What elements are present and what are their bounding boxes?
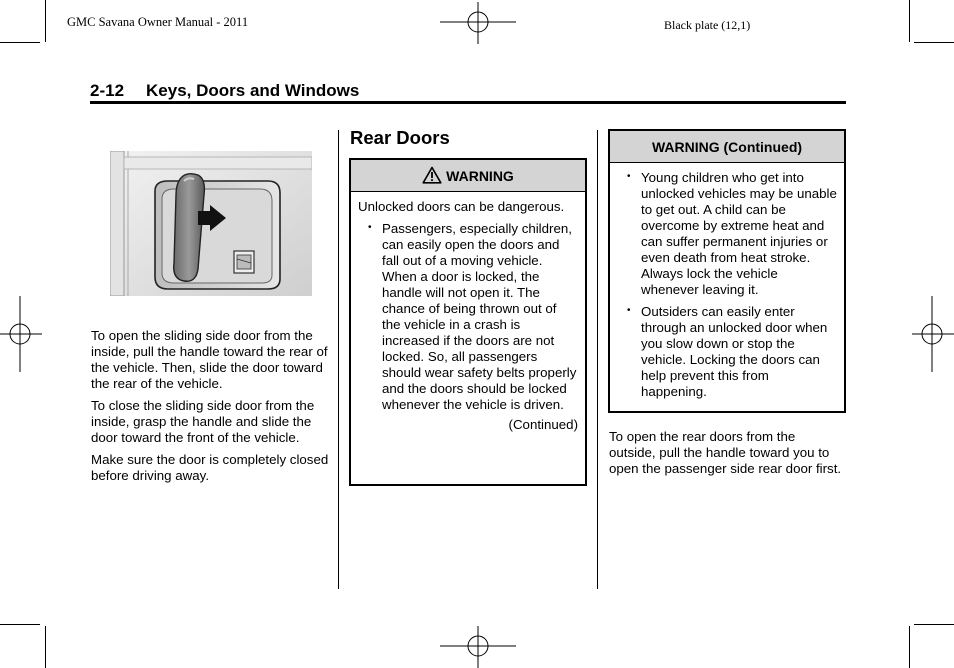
paragraph: To open the rear doors from the outside, pull the handle toward you to open the passenger side rear door first.	[609, 429, 842, 476]
paragraph: To close the sliding side door from the inside, grasp the handle and slide the door toward the front of the vehicle.	[91, 398, 315, 445]
warning-bullet	[617, 170, 837, 298]
continued-label: (Continued)	[508, 417, 578, 432]
registration-mark-left	[0, 296, 42, 372]
bullet-icon: •	[368, 222, 372, 233]
section-rule	[90, 101, 846, 104]
warning-continued-header: WARNING (Continued)	[610, 131, 844, 163]
warning-triangle-icon	[422, 166, 442, 184]
warning-header	[351, 160, 585, 192]
rear-doors-heading: Rear Doors	[350, 127, 450, 148]
bullet-text: Passengers, especially children, can easily open the doors and fall out of a moving vehicle. When a door is locked, the handle will not open it. The chance of being thrown out of the vehicle in a crash is increased if the doors are not locked. So, all passengers should wear safety belts properly and the doors should be locked whenever the vehicle is driven.	[382, 221, 577, 412]
bullet-text: Young children who get into unlocked vehicles may be unable to get out. A child can be overcome by extreme heat and can suffer permanent injuries or even death from heat stroke. Always lock the vehicle whenever leaving it.	[641, 170, 837, 297]
warning-body	[351, 192, 585, 433]
manual-title: GMC Savana Owner Manual - 2011	[67, 15, 249, 29]
column-divider	[597, 130, 598, 589]
column-divider	[338, 130, 339, 589]
section-header	[90, 81, 359, 101]
registration-mark-bottom	[440, 624, 516, 668]
sliding-door-handle-illustration	[110, 151, 312, 296]
bullet-icon: •	[627, 305, 631, 316]
right-column-text	[609, 429, 845, 483]
warning-continued-body	[610, 163, 844, 400]
warning-title: WARNING	[446, 168, 514, 184]
warning-bullet	[617, 304, 837, 400]
warning-bullet	[358, 221, 578, 413]
bullet-icon: •	[627, 171, 631, 182]
paragraph: Make sure the door is completely closed before driving away.	[91, 452, 329, 483]
warning-intro: Unlocked doors can be dangerous.	[358, 199, 565, 214]
section-title: Keys, Doors and Windows	[146, 81, 360, 100]
paragraph: To open the sliding side door from the inside, pull the handle toward the rear of the vehicle. Then, slide the door toward the rear of the vehicle.	[91, 328, 328, 391]
registration-mark-right	[912, 296, 954, 372]
plate-label: Black plate (12,1)	[664, 18, 751, 32]
bullet-text: Outsiders can easily enter through an unlocked door when you slow down or stop the vehicle. Locking the doors can help prevent this from happening.	[641, 304, 828, 399]
left-column-text	[91, 328, 331, 490]
warning-box	[349, 158, 587, 486]
registration-mark-top	[440, 0, 516, 46]
warning-continued-box	[608, 129, 846, 413]
page-number: 2-12	[90, 81, 125, 100]
